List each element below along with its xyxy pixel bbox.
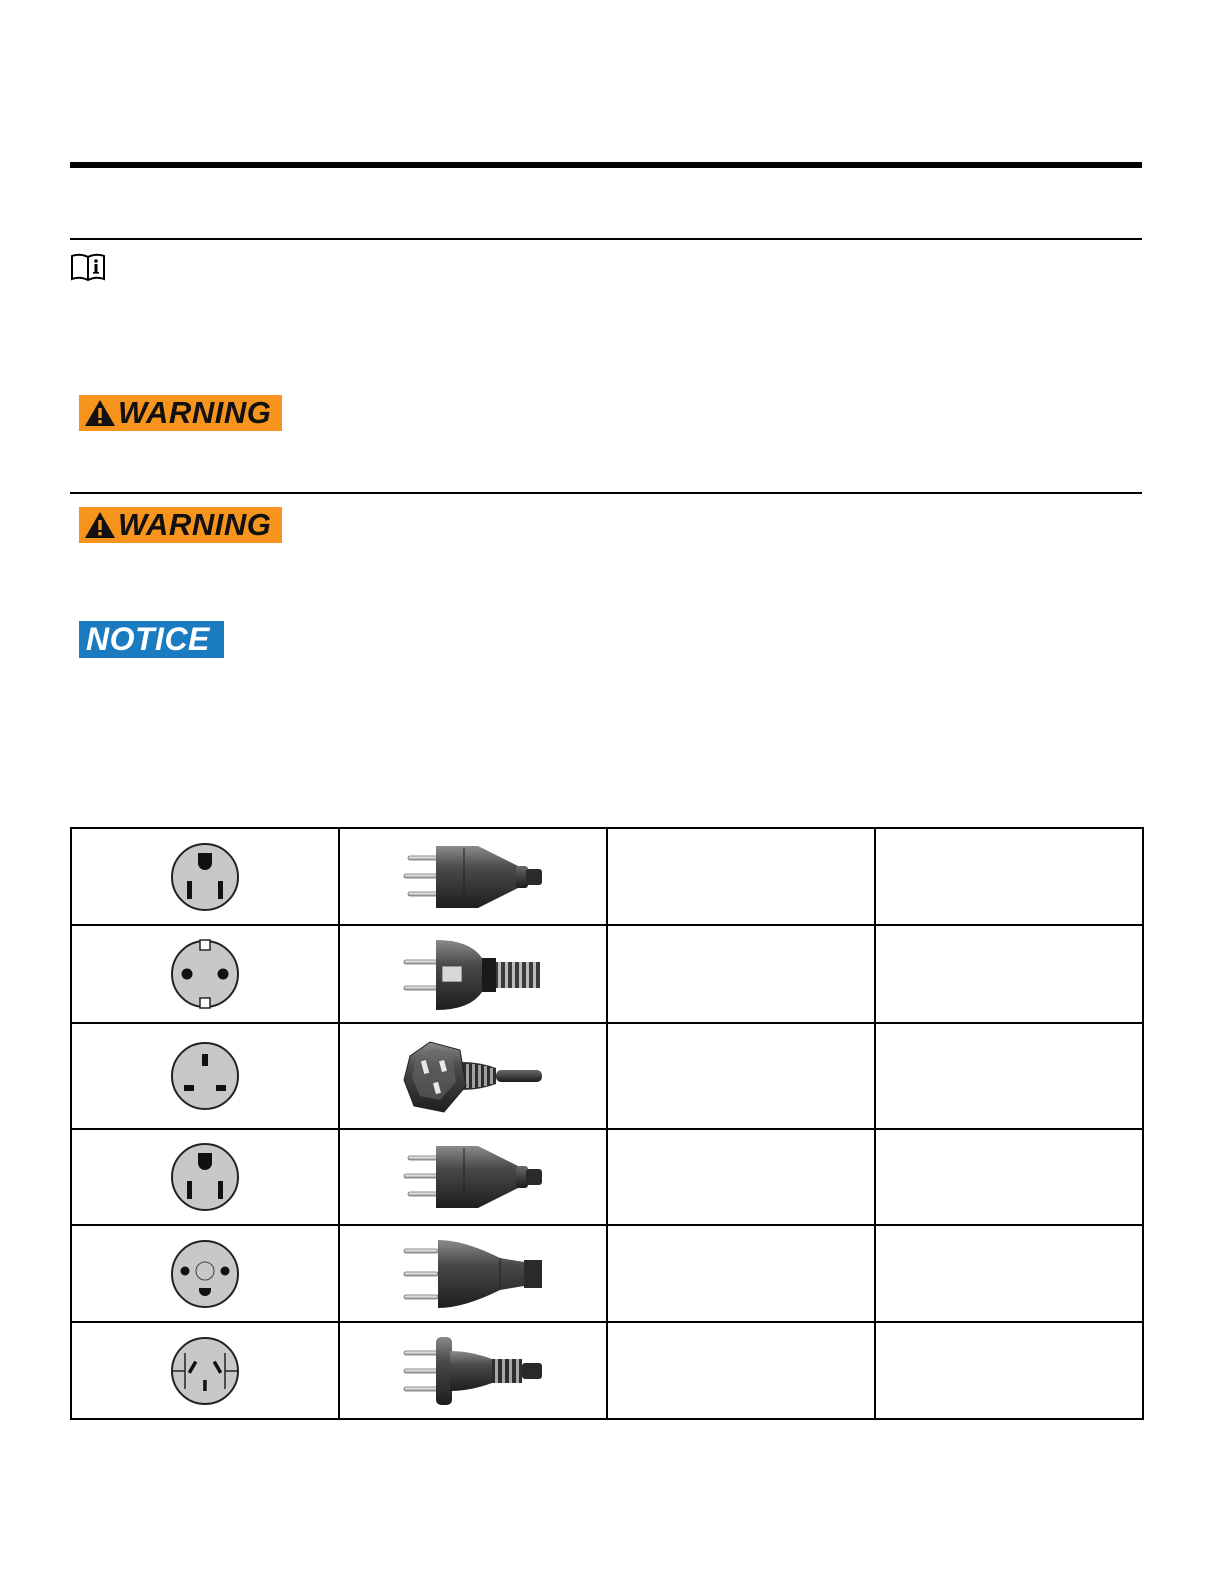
three-prong-plug-icon (400, 840, 546, 914)
table-cell (875, 1225, 1143, 1322)
table-cell (607, 1322, 875, 1419)
table-cell (875, 1322, 1143, 1419)
warning-triangle-icon (83, 398, 117, 428)
plug-cell (339, 925, 607, 1023)
receptacle-cell (71, 828, 339, 925)
table-cell (607, 828, 875, 925)
warning-triangle-icon (83, 510, 117, 540)
plug-receptacle-table (70, 827, 1144, 1420)
table-cell (875, 1129, 1143, 1225)
table-row (71, 1225, 1143, 1322)
schuko-plug-icon (400, 936, 546, 1012)
notice-text: NOTICE (86, 621, 210, 657)
plug-cell (339, 1225, 607, 1322)
uk-plug-icon (400, 1036, 546, 1116)
australian-plug-icon (400, 1333, 546, 1409)
table-cell (607, 925, 875, 1023)
nema-14-50-receptacle-icon (169, 1141, 241, 1213)
table-row (71, 1129, 1143, 1225)
uk-bs1363-receptacle-icon (169, 1040, 241, 1112)
table-row (71, 1322, 1143, 1419)
section-rule-2 (70, 492, 1142, 494)
warning-text: WARNING (118, 395, 272, 430)
table-cell (607, 1225, 875, 1322)
table-row (71, 1023, 1143, 1129)
receptacle-cell (71, 1129, 339, 1225)
top-thick-rule (70, 162, 1142, 168)
nema-14-50-receptacle-icon (169, 841, 241, 913)
warning-label-1 (79, 395, 282, 431)
plug-cell (339, 828, 607, 925)
table-cell (875, 925, 1143, 1023)
plug-cell (339, 1129, 607, 1225)
table-cell (875, 828, 1143, 925)
warning-text: WARNING (118, 507, 272, 542)
warning-label-2 (79, 507, 282, 543)
plug-cell (339, 1023, 607, 1129)
read-manual-icon (70, 252, 106, 282)
table-row (71, 828, 1143, 925)
plug-cell (339, 1322, 607, 1419)
receptacle-cell (71, 1225, 339, 1322)
table-cell (875, 1023, 1143, 1129)
three-prong-plug-icon (400, 1140, 546, 1214)
australian-receptacle-icon (169, 1335, 241, 1407)
schuko-receptacle-icon (169, 938, 241, 1010)
notice-label (79, 621, 224, 658)
swiss-receptacle-icon (169, 1238, 241, 1310)
receptacle-cell (71, 1322, 339, 1419)
table-row (71, 925, 1143, 1023)
receptacle-cell (71, 1023, 339, 1129)
swiss-plug-icon (400, 1236, 546, 1312)
receptacle-cell (71, 925, 339, 1023)
section-rule-1 (70, 238, 1142, 240)
table-cell (607, 1129, 875, 1225)
table-cell (607, 1023, 875, 1129)
